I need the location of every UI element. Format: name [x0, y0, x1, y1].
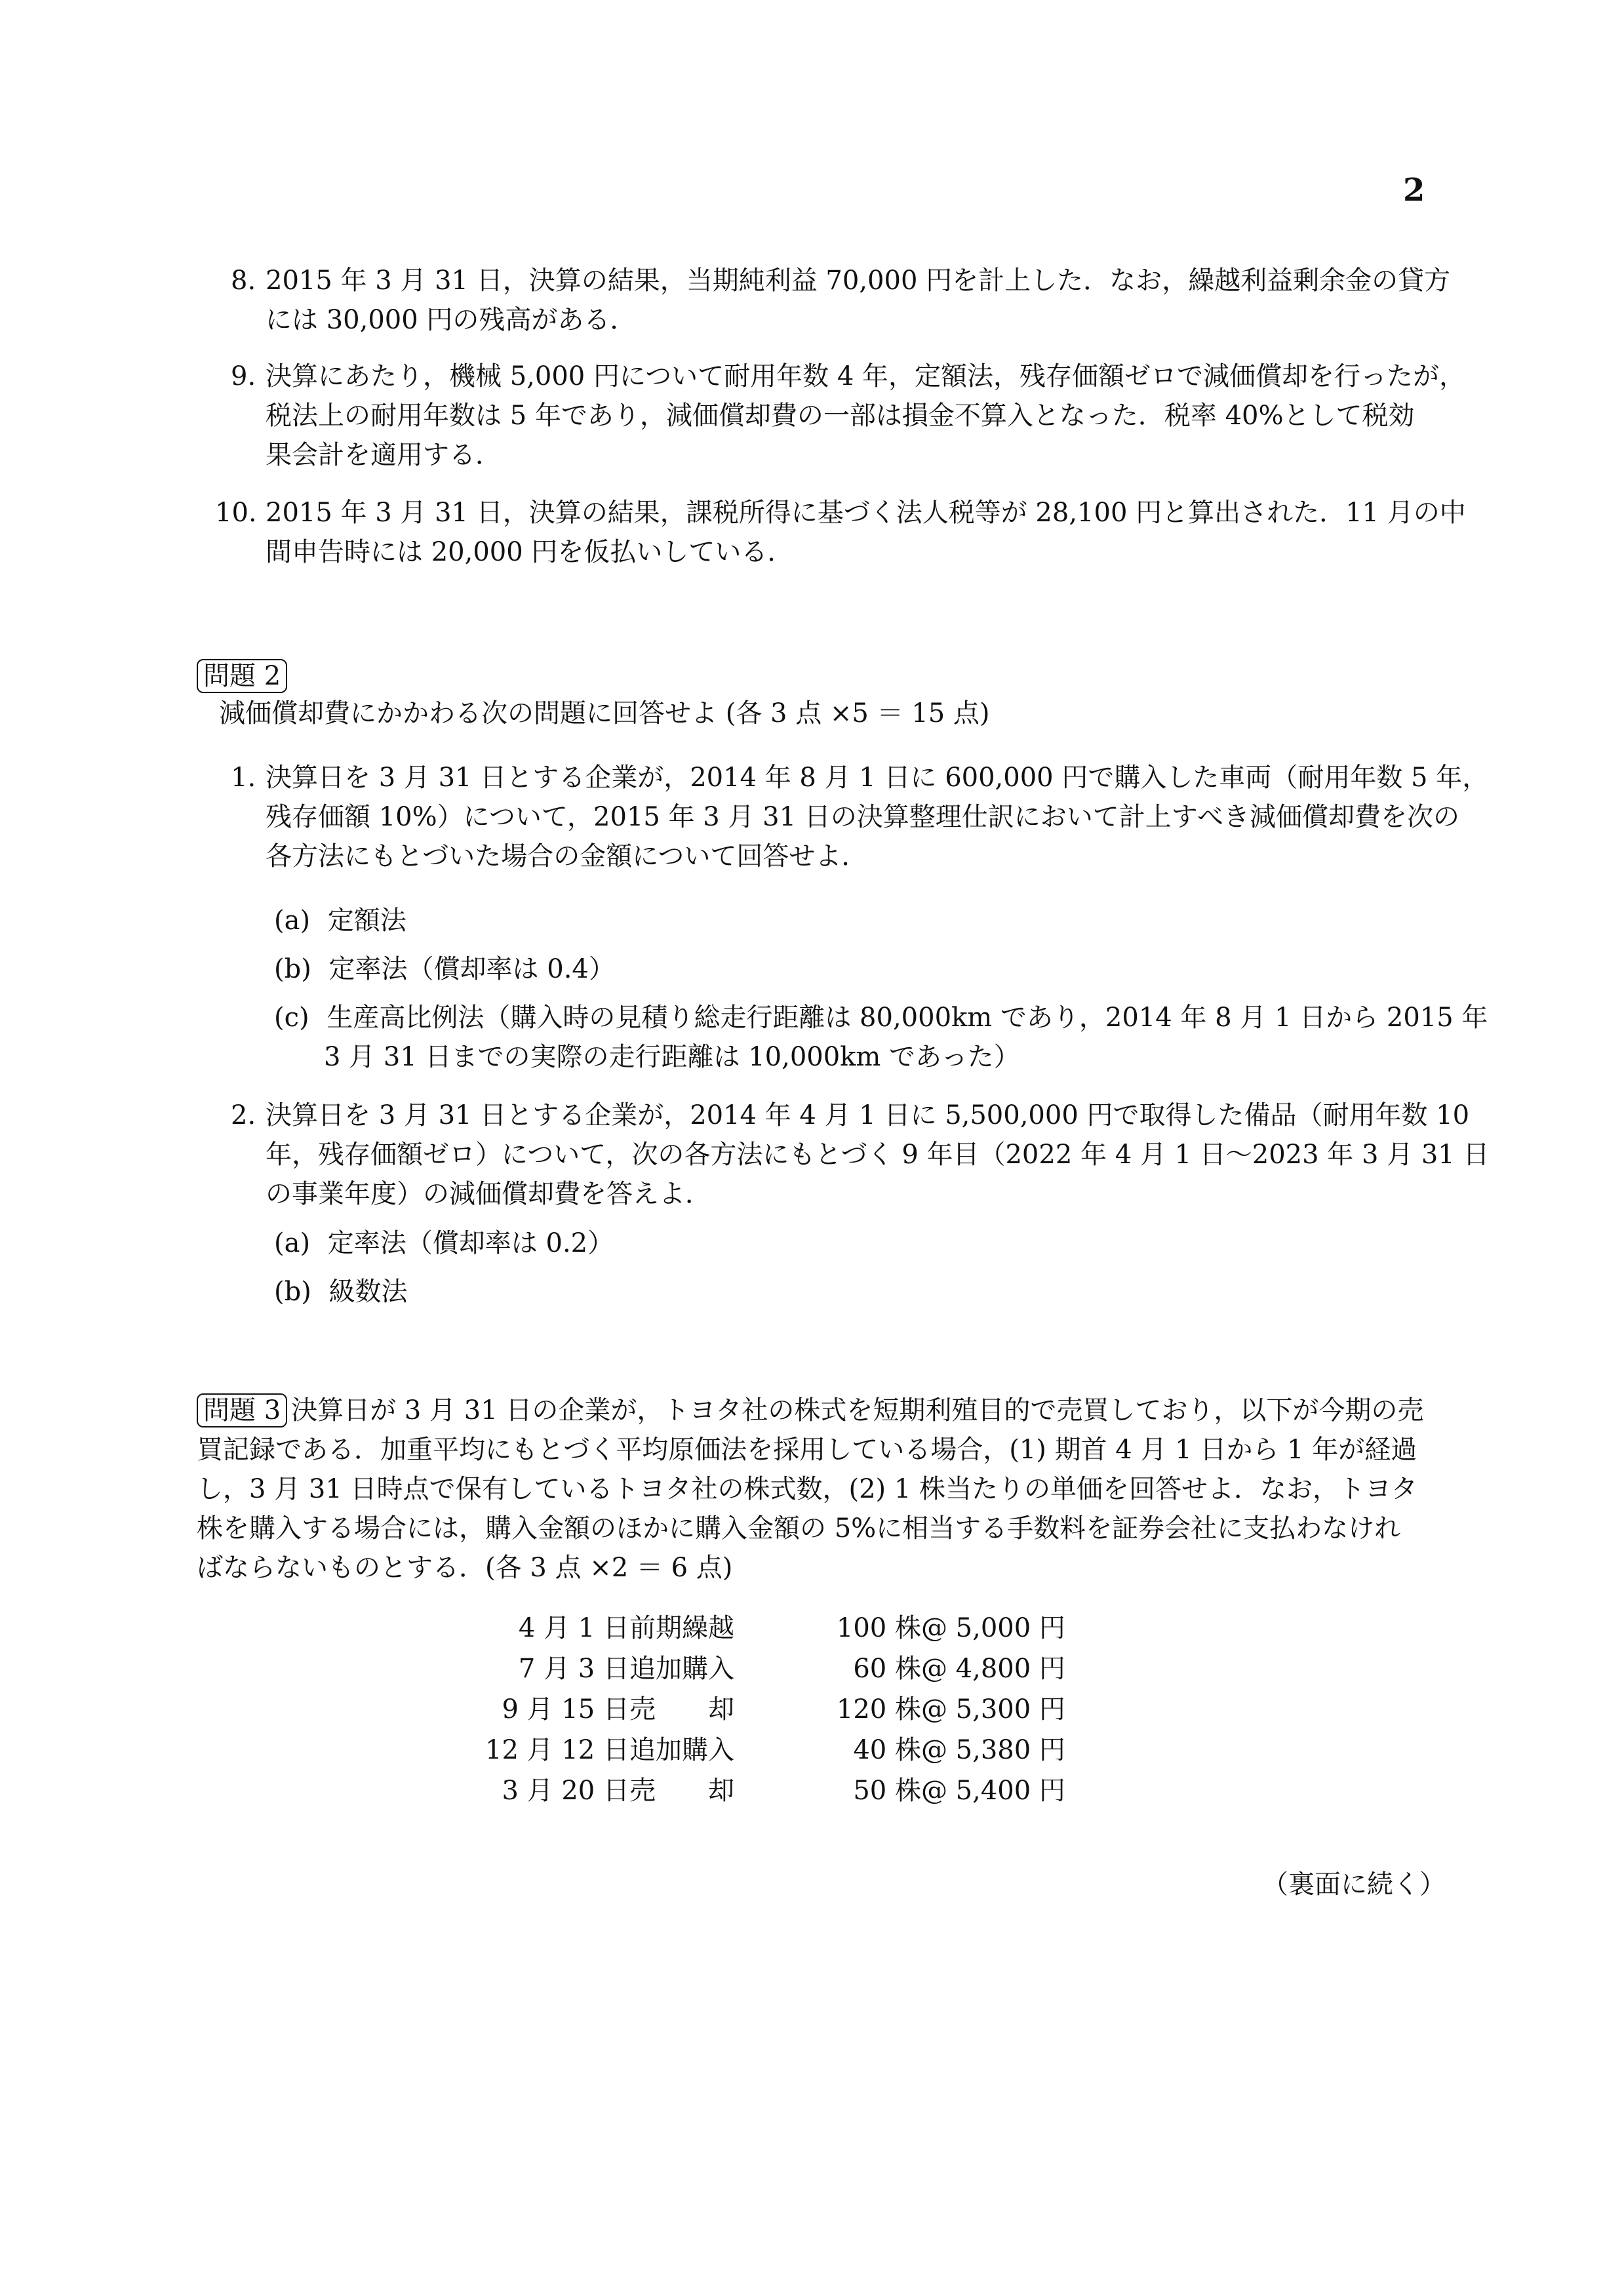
- table-row: [485, 1686, 1072, 1727]
- problem-3-text-line: し，3 月 31 日時点で保有しているトヨタ社の株式数，(2) 1 株当たりの単価を回答せよ．なお，トヨタ: [197, 1474, 1418, 1504]
- option-label: (a): [274, 1228, 311, 1258]
- option-text: 定額法: [327, 906, 406, 936]
- option-label: (a): [274, 906, 311, 936]
- item-text-line: 税法上の耐用年数は 5 年であり，減価償却費の一部は損金不算入となった．税率 40%として税効: [266, 401, 1415, 431]
- transaction-table: [485, 1605, 1072, 1808]
- page-number: 2: [1403, 172, 1425, 209]
- item-text-line: 2015 年 3 月 31 日，決算の結果，当期純利益 70,000 円を計上した．なお，繰越利益剰余金の貸方: [266, 266, 1451, 296]
- problem-3-text-line: 株を購入する場合には，購入金額のほかに購入金額の 5%に相当する手数料を証券会社に支払わなけれ: [197, 1513, 1401, 1544]
- option-text: 定率法（償却率は 0.4）: [328, 954, 615, 984]
- transaction-event: 売 却: [629, 1775, 734, 1806]
- transaction-date: 9 月 15 日: [502, 1694, 629, 1725]
- transaction-price: @ 5,380 円: [921, 1734, 1065, 1765]
- transaction-price: @ 5,000 円: [921, 1612, 1065, 1643]
- question-text-line: 決算日を 3 月 31 日とする企業が，2014 年 4 月 1 日に 5,500,000 円で取得した備品（耐用年数 10: [266, 1100, 1470, 1130]
- option-a: [274, 1226, 614, 1260]
- problem-2-label: 問題 2: [197, 659, 287, 693]
- question-number: 1.: [231, 763, 256, 793]
- item-text-line: 間申告時には 20,000 円を仮払いしている．: [266, 537, 794, 567]
- item-number: 10.: [215, 498, 257, 528]
- transaction-date: 3 月 20 日: [502, 1775, 629, 1806]
- transaction-quantity: 50 株: [853, 1775, 921, 1806]
- problem-2-intro: 減価償却費にかかわる次の問題に回答せよ (各 3 点 ×5 ＝ 15 点): [219, 698, 990, 728]
- option-label: (b): [274, 954, 311, 984]
- transaction-quantity: 120 株: [836, 1694, 921, 1725]
- option-label: (c): [274, 1003, 309, 1033]
- transaction-event: 追加購入: [629, 1653, 734, 1684]
- transaction-date: 7 月 3 日: [518, 1653, 629, 1684]
- option-a: [274, 904, 406, 938]
- question-text-line: 決算日を 3 月 31 日とする企業が，2014 年 8 月 1 日に 600,000 円で購入した車両（耐用年数 5 年，: [266, 763, 1489, 793]
- transaction-price: @ 4,800 円: [921, 1653, 1065, 1684]
- question-text-line: 年，残存価額ゼロ）について，次の各方法にもとづく 9 年目（2022 年 4 月 1 日〜2023 年 3 月 31 日: [266, 1140, 1490, 1170]
- option-text: 定率法（償却率は 0.2）: [327, 1228, 614, 1258]
- transaction-price: @ 5,300 円: [921, 1694, 1065, 1725]
- transaction-event: 追加購入: [629, 1734, 734, 1765]
- transaction-quantity: 60 株: [853, 1653, 921, 1684]
- option-text: 生産高比例法（購入時の見積り総走行距離は 80,000km であり，2014 年 8 月 1 日から 2015 年: [327, 1003, 1488, 1033]
- question-text-line: 各方法にもとづいた場合の金額について回答せよ．: [266, 841, 868, 871]
- question-text-line: 残存価額 10%）について，2015 年 3 月 31 日の決算整理仕訳において計上すべき減価償却費を次の: [266, 802, 1459, 832]
- option-c: [274, 1001, 1488, 1035]
- problem-3-text-line: ばならないものとする．(各 3 点 ×2 ＝ 6 点): [197, 1553, 733, 1583]
- table-row: [485, 1605, 1072, 1646]
- problem-3-text-line: 買記録である．加重平均にもとづく平均原価法を採用している場合，(1) 期首 4 月 1 日から 1 年が経過: [197, 1435, 1417, 1465]
- transaction-event: 前期繰越: [629, 1612, 734, 1643]
- problem-3-label: 問題 3: [197, 1393, 287, 1427]
- transaction-quantity: 40 株: [853, 1734, 921, 1765]
- transaction-date: 4 月 1 日: [518, 1612, 629, 1643]
- item-number: 8.: [231, 266, 256, 296]
- table-row: [485, 1727, 1072, 1768]
- transaction-event: 売 却: [629, 1694, 734, 1725]
- problem-3-text-line: 決算日が 3 月 31 日の企業が，トヨタ社の株式を短期利殖目的で売買しており，以下が今期の売: [291, 1395, 1424, 1426]
- option-label: (b): [274, 1277, 311, 1307]
- transaction-date: 12 月 12 日: [485, 1734, 629, 1765]
- option-text: 級数法: [328, 1277, 408, 1307]
- table-row: [485, 1768, 1072, 1808]
- table-row: [485, 1646, 1072, 1686]
- continued-note: （裏面に続く）: [1262, 1869, 1446, 1900]
- question-number: 2.: [231, 1100, 256, 1130]
- item-text-line: 2015 年 3 月 31 日，決算の結果，課税所得に基づく法人税等が 28,100 円と算出された．11 月の中: [266, 498, 1466, 528]
- transaction-price: @ 5,400 円: [921, 1775, 1065, 1806]
- transaction-quantity: 100 株: [836, 1612, 921, 1643]
- option-b: [274, 952, 615, 986]
- item-text-line: には 30,000 円の残高がある．: [266, 305, 637, 335]
- item-text-line: 果会計を適用する．: [266, 440, 502, 470]
- option-c-continuation: 3 月 31 日までの実際の走行距離は 10,000km であった）: [324, 1042, 1020, 1072]
- item-number: 9.: [231, 361, 256, 391]
- item-text-line: 決算にあたり，機械 5,000 円について耐用年数 4 年，定額法，残存価額ゼロで減価償却を行ったが，: [266, 361, 1466, 391]
- option-b: [274, 1275, 408, 1309]
- question-text-line: の事業年度）の減価償却費を答えよ．: [266, 1179, 711, 1209]
